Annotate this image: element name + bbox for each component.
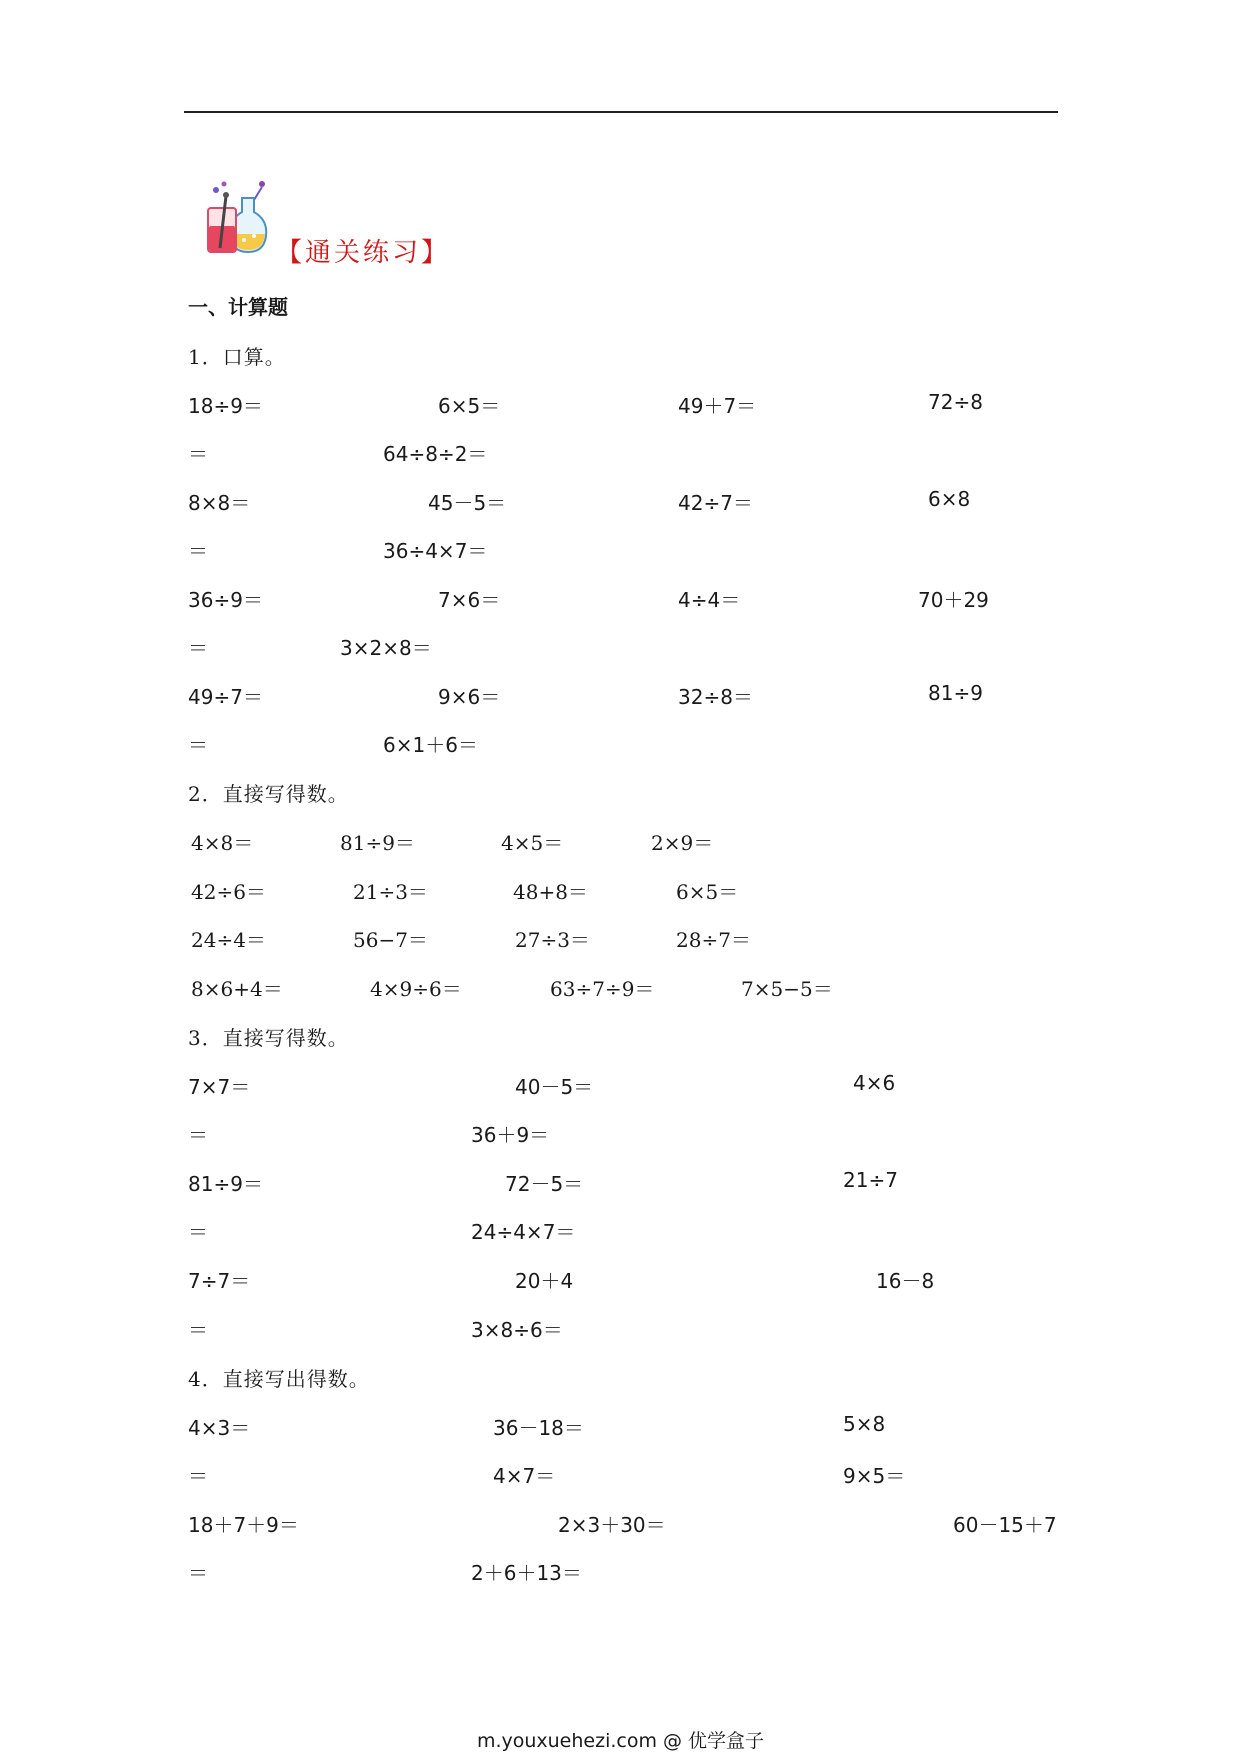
q3-item: 21÷7 xyxy=(843,1168,898,1192)
q2-item: 4×9÷6＝ xyxy=(370,977,462,1001)
q2-item: 56−7＝ xyxy=(353,928,428,952)
q1-item: ＝ xyxy=(188,733,208,757)
q4-item: 5×8 xyxy=(843,1412,886,1436)
q4-item: 4×7＝ xyxy=(493,1464,556,1488)
q4-item: 4×3＝ xyxy=(188,1416,251,1440)
q1-item: ＝ xyxy=(188,539,208,563)
q1-item: 6×5＝ xyxy=(438,394,501,418)
q3-item: 20＋4 xyxy=(515,1269,574,1293)
q4-item: ＝ xyxy=(188,1464,208,1488)
q2-item: 6×5＝ xyxy=(676,880,739,904)
flask-beaker-icon xyxy=(204,178,274,256)
q4-item: 2×3＋30＝ xyxy=(558,1513,666,1537)
q3-item: 4×6 xyxy=(853,1071,896,1095)
q3-item: 3×8÷6＝ xyxy=(471,1318,563,1342)
q1-item: 49＋7＝ xyxy=(678,394,757,418)
q1-item: 49÷7＝ xyxy=(188,685,263,709)
q3-item: 81÷9＝ xyxy=(188,1172,263,1196)
q2-item: 81÷9＝ xyxy=(340,831,415,855)
q3-item: 7×7＝ xyxy=(188,1075,251,1099)
q1-item: 81÷9 xyxy=(928,681,983,705)
q2-item: 27÷3＝ xyxy=(515,928,590,952)
q2-item: 42÷6＝ xyxy=(191,880,266,904)
q1-item: 70＋29 xyxy=(918,588,989,612)
q3-item: 40－5＝ xyxy=(515,1075,594,1099)
q4-item: 2＋6＋13＝ xyxy=(471,1561,582,1585)
question-2-title: 2．直接写得数。 xyxy=(188,782,349,806)
q2-item: 21÷3＝ xyxy=(353,880,428,904)
q1-item: 36÷9＝ xyxy=(188,588,263,612)
q1-item: 3×2×8＝ xyxy=(340,636,432,660)
footer-watermark: m.youxuehezi.com @ 优学盒子 xyxy=(476,1730,765,1752)
question-4-title: 4．直接写出得数。 xyxy=(188,1367,370,1391)
q3-item: 7÷7＝ xyxy=(188,1269,251,1293)
q1-item: ＝ xyxy=(188,636,208,660)
question-3-title: 3．直接写得数。 xyxy=(188,1026,349,1050)
q2-item: 24÷4＝ xyxy=(191,928,266,952)
q1-item: 7×6＝ xyxy=(438,588,501,612)
q2-item: 4×8＝ xyxy=(191,831,254,855)
q2-item: 7×5−5＝ xyxy=(741,977,833,1001)
q1-item: 6×1＋6＝ xyxy=(383,733,478,757)
q4-item: 18＋7＋9＝ xyxy=(188,1513,299,1537)
q1-item: 8×8＝ xyxy=(188,491,251,515)
q3-item: ＝ xyxy=(188,1123,208,1147)
q1-item: 45－5＝ xyxy=(428,491,507,515)
q3-item: 36＋9＝ xyxy=(471,1123,550,1147)
question-1-title: 1．口算。 xyxy=(188,345,286,369)
q1-item: 32÷8＝ xyxy=(678,685,753,709)
q1-item: 9×6＝ xyxy=(438,685,501,709)
q1-item: 42÷7＝ xyxy=(678,491,753,515)
q2-item: 63÷7÷9＝ xyxy=(550,977,655,1001)
q2-item: 48+8＝ xyxy=(513,880,588,904)
q1-item: 72÷8 xyxy=(928,390,983,414)
section-banner: 【通关练习】 xyxy=(276,238,451,268)
q4-item: 60－15＋7 xyxy=(953,1513,1057,1537)
q1-item: 64÷8÷2＝ xyxy=(383,442,488,466)
q4-item: 36－18＝ xyxy=(493,1416,584,1440)
q2-item: 8×6+4＝ xyxy=(191,977,283,1001)
q1-item: 4÷4＝ xyxy=(678,588,741,612)
q3-item: 72－5＝ xyxy=(505,1172,584,1196)
q3-item: 16－8 xyxy=(876,1269,935,1293)
q4-item: ＝ xyxy=(188,1561,208,1585)
q3-item: ＝ xyxy=(188,1318,208,1342)
q2-item: 2×9＝ xyxy=(651,831,714,855)
top-rule xyxy=(184,111,1058,113)
q2-item: 28÷7＝ xyxy=(676,928,751,952)
q3-item: ＝ xyxy=(188,1220,208,1244)
q1-item: 36÷4×7＝ xyxy=(383,539,488,563)
q1-item: ＝ xyxy=(188,442,208,466)
q1-item: 18÷9＝ xyxy=(188,394,263,418)
q2-item: 4×5＝ xyxy=(501,831,564,855)
q3-item: 24÷4×7＝ xyxy=(471,1220,576,1244)
q4-item: 9×5＝ xyxy=(843,1464,906,1488)
part-heading: 一、计算题 xyxy=(188,295,288,319)
q1-item: 6×8 xyxy=(928,487,971,511)
